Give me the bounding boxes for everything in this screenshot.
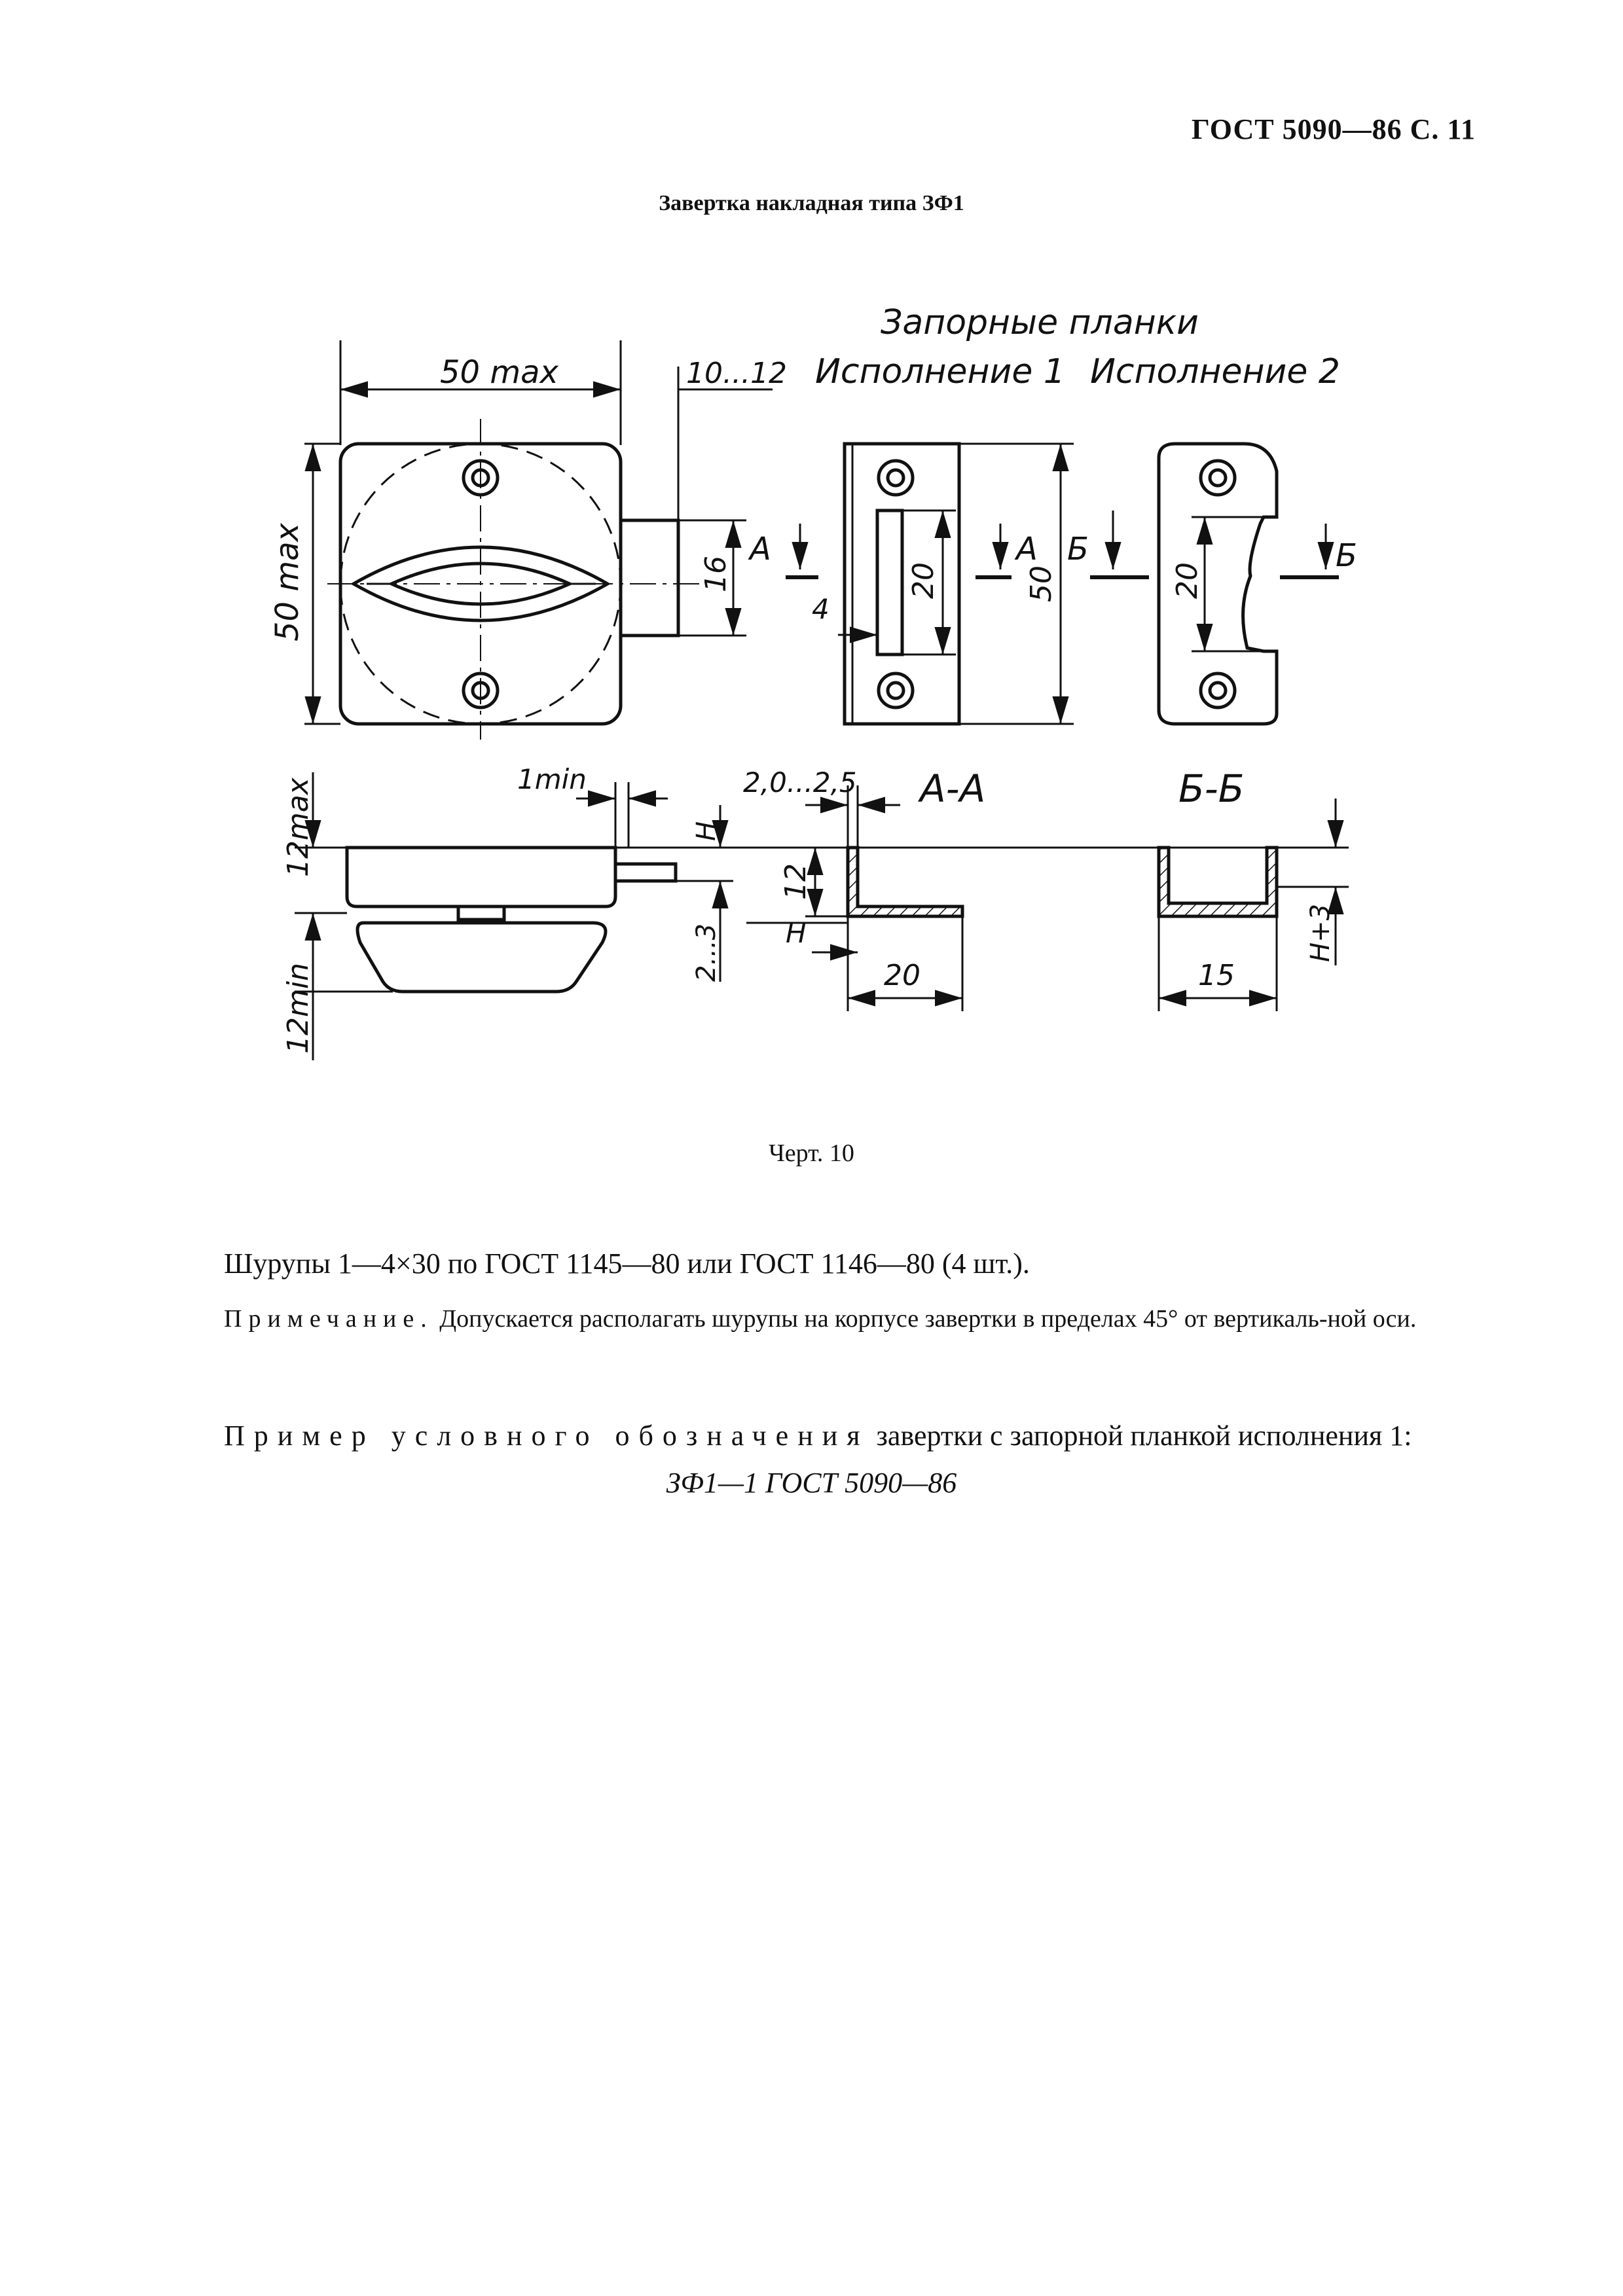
section-a-right: А: [1016, 531, 1038, 567]
dim-1min: 1min: [517, 763, 587, 795]
section-bb-title: Б-Б: [1178, 766, 1245, 811]
latch-body-front: [327, 419, 701, 740]
note-paragraph: [224, 1302, 1468, 1335]
section-b-left: Б: [1067, 531, 1089, 567]
example-paragraph: [224, 1419, 1484, 1452]
section-b-right: Б: [1336, 537, 1357, 574]
dim-20-v2: 20: [1171, 562, 1204, 599]
dim-10-12: 10...12: [686, 357, 787, 390]
dim-15: 15: [1198, 959, 1235, 992]
variant-2-label: Исполнение 2: [1090, 352, 1340, 391]
dim-h-plus-3: H+3: [1305, 903, 1336, 962]
dim-12max: 12max: [282, 778, 315, 877]
dim-16: 16: [699, 556, 733, 592]
designation: ЗФ1—1 ГОСТ 5090—86: [666, 1467, 957, 1499]
section-title: Завертка накладная типа ЗФ1: [659, 191, 964, 215]
example-text: завертки с запорной планкой исполнения 1:: [869, 1420, 1412, 1452]
section-aa-title: А-А: [920, 766, 986, 811]
dim-12: 12: [779, 863, 812, 900]
section-bb: [1159, 848, 1277, 916]
dim-50max-side: 50 max: [269, 523, 306, 641]
page-header: ГОСТ 5090—86 С. 11: [1191, 113, 1476, 145]
dim-50: 50: [1025, 565, 1058, 602]
dim-20-v1: 20: [907, 562, 940, 599]
dim-20-aa: 20: [884, 959, 921, 992]
section-aa: [848, 848, 962, 916]
strike-plates-label: Запорные планки: [881, 303, 1199, 342]
dim-4: 4: [812, 593, 830, 625]
dim-2-3: 2...3: [691, 923, 721, 982]
dim-h-top: H: [691, 821, 721, 841]
figure-caption: Черт. 10: [769, 1139, 854, 1167]
latch-body-side: [347, 848, 676, 992]
note-label: Примечание.: [224, 1305, 433, 1333]
dim-h-low: H: [786, 917, 807, 949]
screws-paragraph: Шурупы 1—4×30 по ГОСТ 1145—80 или ГОСТ 1146—80 (4 шт.).: [224, 1247, 1030, 1280]
section-a-left: А: [750, 531, 771, 567]
note-text: Допускается располагать шурупы на корпусе завертки в пределах 45° от вертикаль-ной оси.: [433, 1305, 1417, 1333]
dim-12min: 12min: [282, 963, 315, 1054]
example-label: Пример условного обозначения: [224, 1420, 869, 1452]
dim-50max-top: 50 max: [440, 354, 558, 391]
dim-2-0-2-5: 2,0...2,5: [743, 766, 857, 798]
variant-1-label: Исполнение 1: [815, 352, 1065, 391]
technical-drawing: [0, 0, 1623, 1113]
